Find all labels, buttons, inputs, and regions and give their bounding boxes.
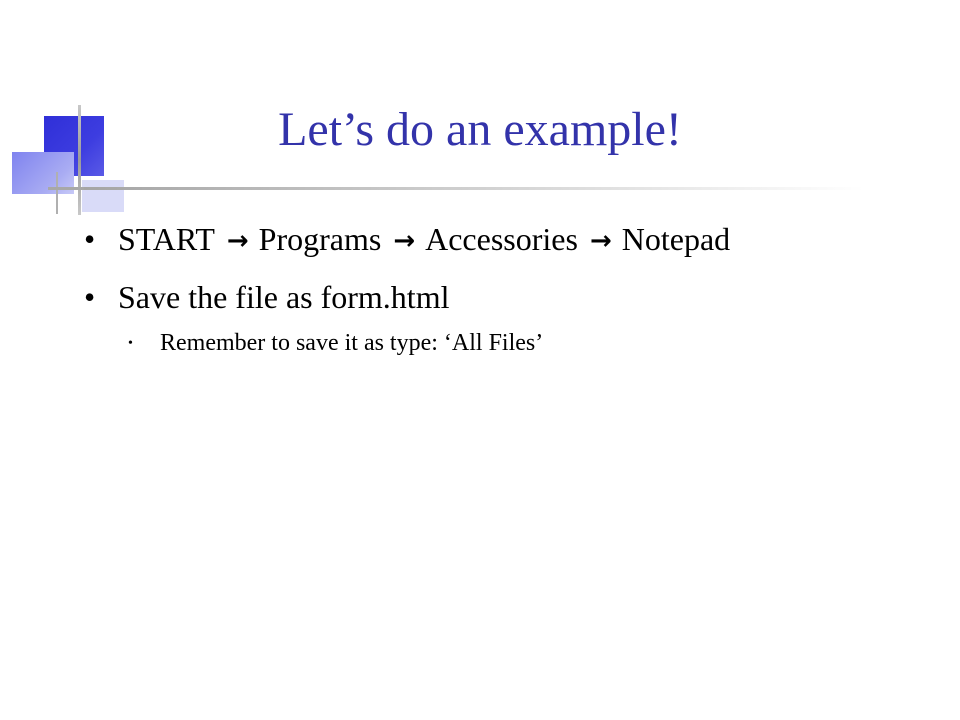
- sub-bullet-file-type: [84, 326, 904, 360]
- right-arrow-icon: →: [393, 226, 416, 256]
- bullet-text: Save the file as form.html: [118, 279, 450, 315]
- bullet-marker: •: [84, 221, 96, 257]
- logo-vertical-line: [78, 105, 81, 215]
- logo-vertical-line-short: [56, 172, 58, 214]
- path-step-programs: Programs: [258, 221, 382, 257]
- bullet-save-file: [84, 274, 904, 320]
- path-step-notepad: Notepad: [621, 221, 731, 257]
- logo-square-soft: [82, 180, 124, 212]
- right-arrow-icon: →: [589, 226, 612, 256]
- corner-logo: [0, 0, 140, 230]
- sub-bullet-text: Remember to save it as type: ‘All Files’: [160, 330, 544, 356]
- bullet-marker: •: [84, 279, 96, 315]
- bullet-navigation-path: [84, 216, 904, 264]
- slide-title: Let’s do an example!: [278, 103, 682, 156]
- title-underline-rule: [84, 187, 864, 190]
- right-arrow-icon: →: [226, 226, 249, 256]
- path-step-start: START: [118, 221, 215, 257]
- path-step-accessories: Accessories: [425, 221, 578, 257]
- sub-bullet-marker: •: [128, 336, 133, 351]
- bullet-list: [84, 216, 904, 360]
